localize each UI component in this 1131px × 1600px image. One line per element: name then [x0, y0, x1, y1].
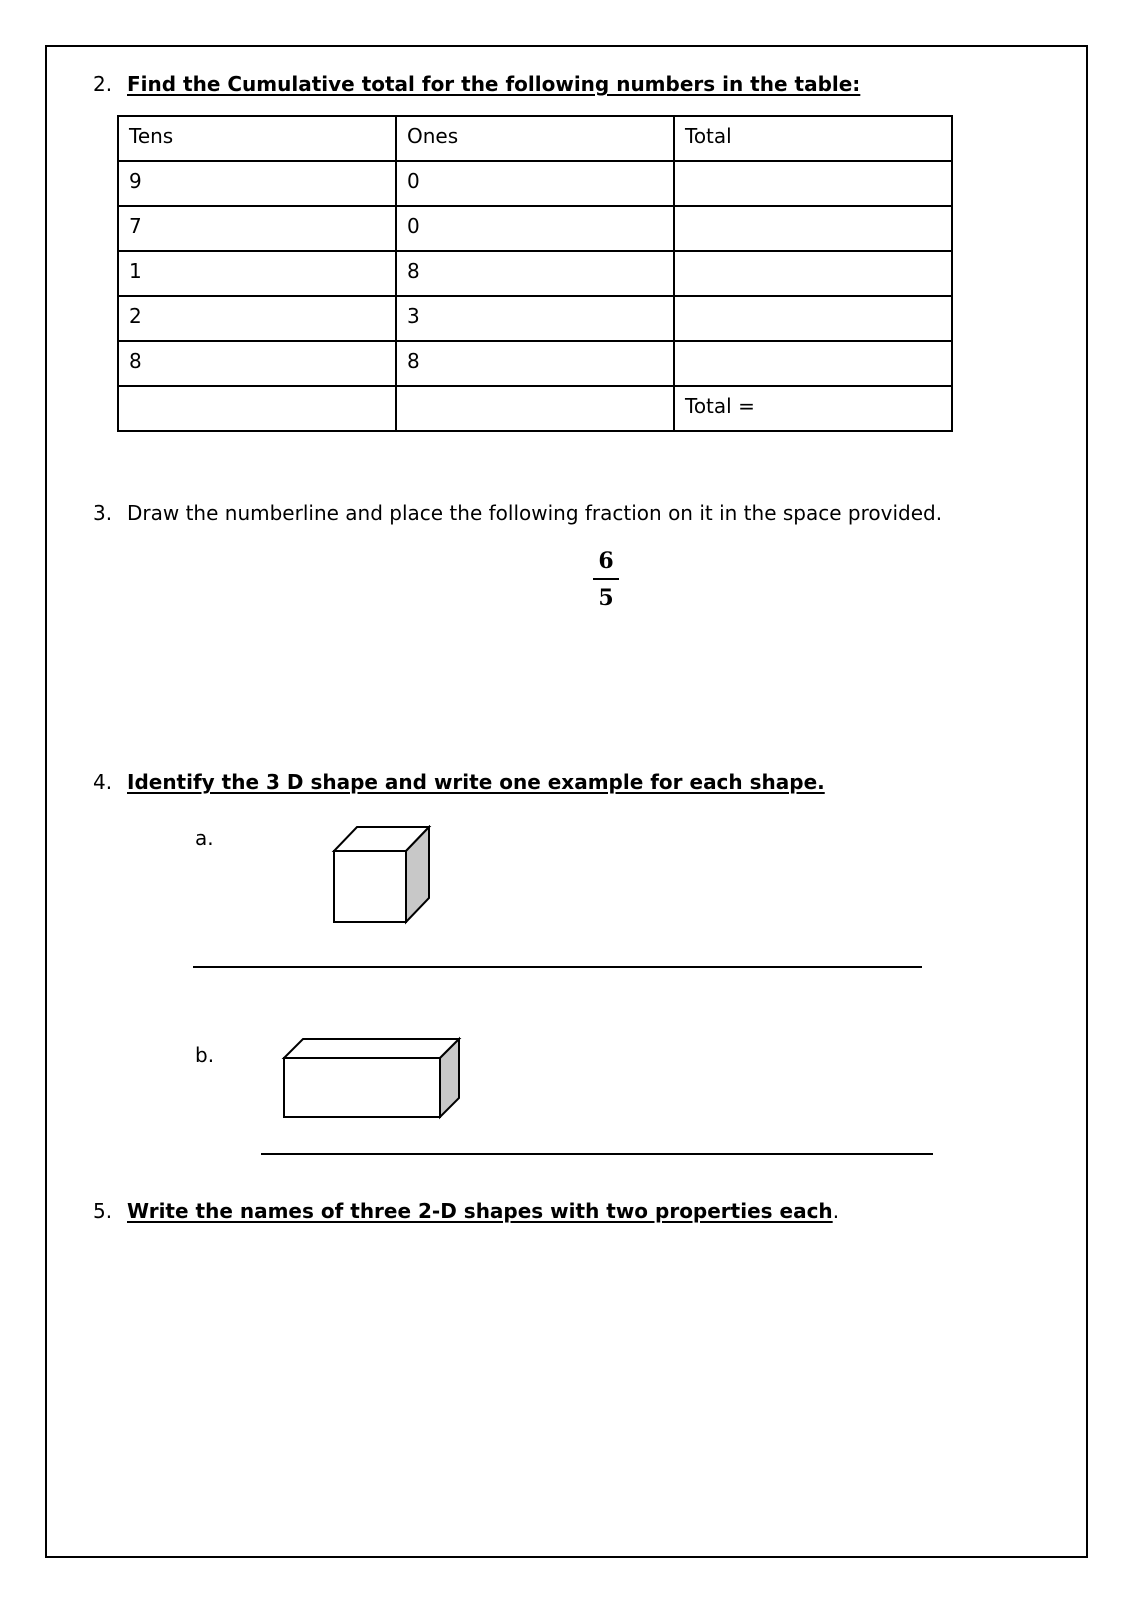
cell-ones: 0 [396, 206, 674, 251]
cell-ones: 8 [396, 341, 674, 386]
cell-tens: 9 [118, 161, 396, 206]
cell-tens: 2 [118, 296, 396, 341]
cell-tens: 1 [118, 251, 396, 296]
cell-tens [118, 386, 396, 431]
question-number: 3. [93, 501, 113, 525]
answer-line-a[interactable] [193, 966, 922, 968]
table-row [118, 341, 952, 386]
header-total: Total [674, 116, 952, 161]
question-title: Write the names of three 2-D shapes with two properties each [127, 1199, 833, 1223]
fraction [590, 548, 622, 611]
cell-ones: 0 [396, 161, 674, 206]
item-label-a: a. [195, 826, 214, 850]
header-ones: Ones [396, 116, 674, 161]
question-5 [93, 1199, 839, 1223]
question-number: 5. [93, 1199, 113, 1223]
cell-tens: 8 [118, 341, 396, 386]
cell-ones [396, 386, 674, 431]
table-row [118, 251, 952, 296]
item-label-b: b. [195, 1043, 215, 1067]
question-number: 2. [93, 72, 113, 96]
fraction-denominator: 5 [598, 585, 614, 611]
question-2 [93, 72, 860, 96]
table-row [118, 296, 952, 341]
fraction-numerator: 6 [598, 548, 614, 574]
cuboid-icon [280, 1036, 464, 1122]
question-3 [93, 501, 942, 525]
fraction-bar [593, 578, 619, 580]
table-header-row [118, 116, 952, 161]
question-title: Find the Cumulative total for the following numbers in the table: [127, 72, 861, 96]
cell-total[interactable] [674, 251, 952, 296]
cell-tens: 7 [118, 206, 396, 251]
table-row [118, 161, 952, 206]
header-tens: Tens [118, 116, 396, 161]
cell-total[interactable] [674, 341, 952, 386]
question-text: Draw the numberline and place the following fraction on it in the space provided. [127, 501, 943, 525]
cell-ones: 8 [396, 251, 674, 296]
cell-total[interactable] [674, 206, 952, 251]
question-number: 4. [93, 770, 113, 794]
question-period: . [832, 1199, 840, 1223]
cell-total[interactable] [674, 161, 952, 206]
cumulative-table [117, 115, 953, 432]
question-title: Identify the 3 D shape and write one example for each shape. [127, 770, 825, 794]
cell-ones: 3 [396, 296, 674, 341]
cell-total[interactable] [674, 296, 952, 341]
cell-grand-total[interactable]: Total = [674, 386, 952, 431]
cube-icon [330, 825, 436, 927]
table-row [118, 206, 952, 251]
answer-line-b[interactable] [261, 1153, 933, 1155]
table-total-row [118, 386, 952, 431]
question-4 [93, 770, 825, 794]
